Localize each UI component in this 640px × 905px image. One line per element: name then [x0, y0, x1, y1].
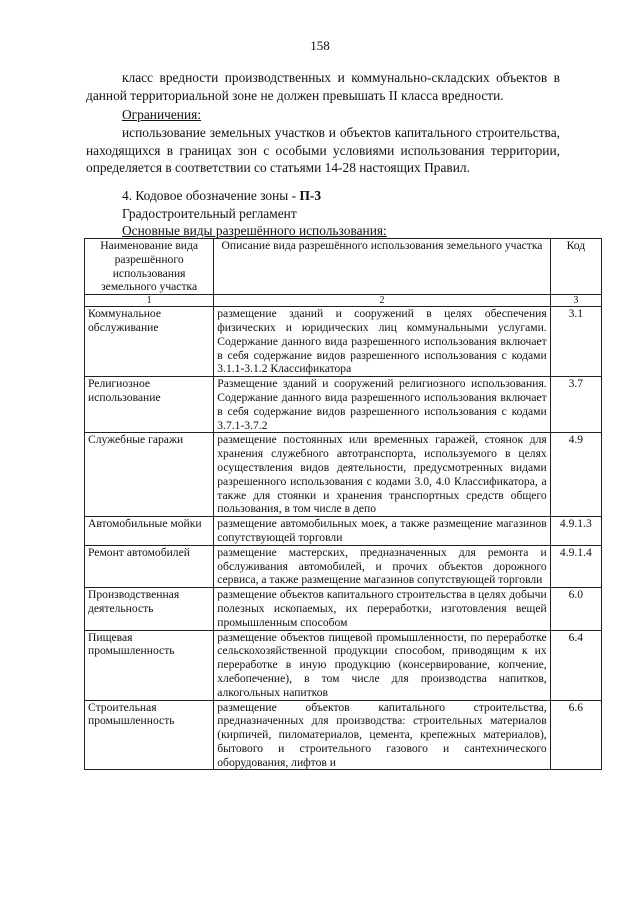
zone-heading — [122, 187, 321, 204]
use-name: Производственная деятельность — [85, 588, 214, 630]
use-description: размещение автомобильных моек, а также размещение магазинов сопутствующей торговли — [214, 517, 550, 546]
restrictions-text: использование земельных участков и объектов капитального строительства, находящихся в границах зон с особыми условиями использования территории, определяется в соответствии со статьями 14-28 настоящих Правил. — [86, 125, 560, 175]
use-description: размещение объектов капитального строительства в целях добычи полезных ископаемых, их переработки, изготовления вещей промышленным способом — [214, 588, 550, 630]
use-code: 6.6 — [550, 700, 601, 770]
table-row — [85, 517, 602, 546]
column-number: 2 — [214, 295, 550, 307]
column-number: 3 — [550, 295, 601, 307]
main-uses-heading: Основные виды разрешённого использования: — [122, 223, 387, 238]
intro-paragraph — [86, 69, 560, 104]
header-name: Наименование вида разрешённого использования земельного участка — [85, 239, 214, 295]
use-code: 4.9 — [550, 433, 601, 517]
use-description: размещение зданий и сооружений в целях обеспечения физических и юридических лиц коммунальными услугами. Содержание данного вида разрешенного использования включает в себя содержание видов разрешенного использования с кодами 3.1.1-3.1.2 Классификатора — [214, 307, 550, 377]
use-description: размещение объектов пищевой промышленности, по переработке сельскохозяйственной продукции способом, приводящим к их переработке в иную продукцию (консервирование, копчение, хлебопечение), в том числе для производства напитков, алкогольных напитков — [214, 630, 550, 700]
use-code: 4.9.1.4 — [550, 545, 601, 587]
use-name: Ремонт автомобилей — [85, 545, 214, 587]
header-code: Код — [550, 239, 601, 295]
table-row — [85, 700, 602, 770]
column-number: 1 — [85, 295, 214, 307]
zone-code: П-3 — [299, 188, 322, 203]
permitted-uses-table — [84, 238, 602, 770]
column-number-row — [85, 295, 602, 307]
use-name: Пищевая промышленность — [85, 630, 214, 700]
use-code: 6.0 — [550, 588, 601, 630]
table-row — [85, 307, 602, 377]
use-name: Коммунальное обслуживание — [85, 307, 214, 377]
zone-heading-prefix: 4. Кодовое обозначение зоны - — [122, 188, 300, 203]
use-name: Религиозное использование — [85, 377, 214, 433]
page-number: 158 — [310, 38, 330, 53]
regulation-heading: Градостроительный регламент — [122, 206, 297, 221]
table-header-row — [85, 239, 602, 295]
use-code: 3.7 — [550, 377, 601, 433]
header-description: Описание вида разрешённого использования земельного участка — [214, 239, 550, 295]
table-row — [85, 588, 602, 630]
restrictions-paragraph — [86, 124, 560, 177]
use-name: Автомобильные мойки — [85, 517, 214, 546]
use-code: 4.9.1.3 — [550, 517, 601, 546]
table-row — [85, 377, 602, 433]
use-code: 3.1 — [550, 307, 601, 377]
restrictions-heading: Ограничения: — [122, 107, 202, 122]
use-description: размещение мастерских, предназначенных для ремонта и обслуживания автомобилей, и прочих объектов дорожного сервиса, а также размещение магазинов сопутствующей торговли — [214, 545, 550, 587]
use-description: Размещение зданий и сооружений религиозного использования. Содержание данного вида разрешенного использования включает в себя содержание видов разрешенного использования с кодами 3.7.1-3.7.2 — [214, 377, 550, 433]
table-row — [85, 433, 602, 517]
table-row — [85, 630, 602, 700]
intro-paragraph-text: класс вредности производственных и коммунально-складских объектов в данной территориальной зоне не должен превышать II класса вредности. — [86, 70, 560, 103]
use-description: размещение постоянных или временных гаражей, стоянок для хранения служебного автотранспорта, используемого в целях осуществления видов деятельности, предусмотренных видами разрешенного использования с кодами 3.0, 4.0 Классификатора, а также для стоянки и хранения транспортных средств общего пользования, в том числе в депо — [214, 433, 550, 517]
use-name: Строительная промышленность — [85, 700, 214, 770]
table-row — [85, 545, 602, 587]
use-name: Служебные гаражи — [85, 433, 214, 517]
use-description: размещение объектов капитального строительства, предназначенных для производства: строительных материалов (кирпичей, пиломатериалов, цемента, крепежных материалов), бытового и строительного газового и сантехнического оборудования, лифтов и — [214, 700, 550, 770]
use-code: 6.4 — [550, 630, 601, 700]
